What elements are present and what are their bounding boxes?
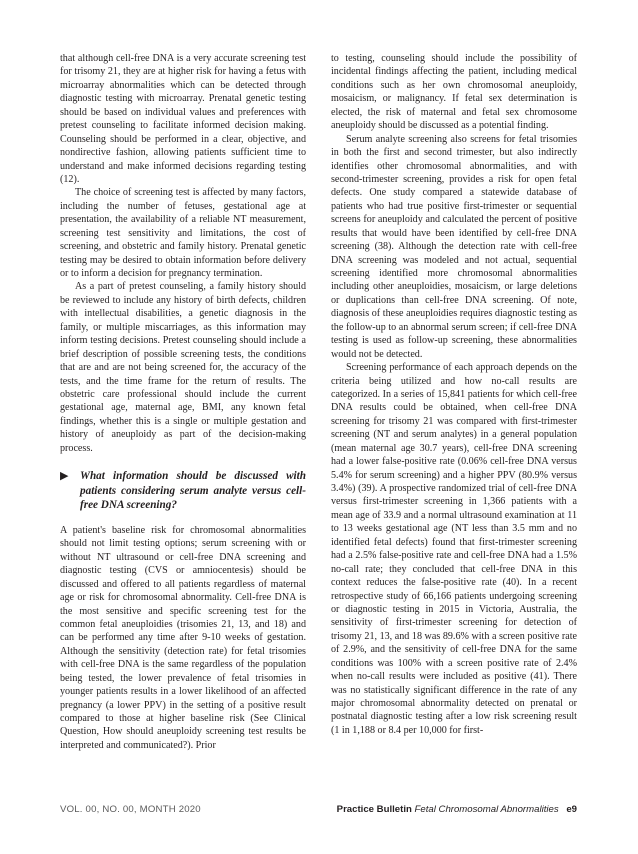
footer-series: Practice Bulletin [336,804,415,815]
body-paragraph: The choice of screening test is affected by many factors, including the number of fetuses, gestational age at presentation, the availability of a reliable NT measurement, screening test sensitivity and limitations, the cost of screening, and obstetric and family history. Prenatal genetic testing may be desired to obtain information before delivery or to inform a decision for pregnancy termination. [60,187,306,279]
page-number: e9 [566,804,577,815]
triangle-arrow-icon: ▶ [60,470,69,483]
body-paragraph: Serum analyte screening also screens for fetal trisomies in both the first and second trimester, but also indirectly identifies other chromosomal abnormalities, and with second-trimester screening, provides a risk for open fetal defects. One study compared a statewide database of patients who had true positive first-trimester or sequential screens for aneuploidy and calculated the percent of positive results that would have been identified by cell-free DNA screening (38). Although the detection rate with cell-free DNA screening was modeled and not actual, sequential screening identified more chromosomal abnormalities including other aneuploidies, mosaicism, or large deletions or duplications than cell-free DNA screening. Of note, diagnosis of these aneuploidies requires diagnostic testing as the follow-up to an abnormal serum screen; if cell-free DNA testing is used as follow-up screening, these abnormalities would not be detected. [331,133,577,360]
body-paragraph: As a part of pretest counseling, a family history should be reviewed to include any history of birth defects, children with intellectual disabilities, a genetic diagnosis in the family, or multiple miscarriages, as this information may inform testing decisions. Pretest counseling should include a brief description of possible screening tests, the conditions that are and are not being screened for, the accuracy of the tests, and the time frame for the return of results. The obstetric care professional should include the current gestational age, maternal age, BMI, any known fetal findings, whether this is a single or multiple gestation and history of aneuploidy as part of the decision-making process. [60,281,306,454]
left-column [60,52,306,752]
footer-title: Fetal Chromosomal Abnormalities [414,804,559,815]
footer-volume: VOL. 00, NO. 00, MONTH 2020 [60,804,201,815]
body-paragraph: that although cell-free DNA is a very accurate screening test for trisomy 21, they are at higher risk for having a fetus with microarray abnormalities which can be detected through diagnostic testing with microarray. Prenatal genetic testing should be based on individual values and preferences with pretest counseling to facilitate informed decision making. Counseling should be performed in a clear, objective, and nondirective fashion, allowing patients sufficient time to understand and make informed decisions regarding testing (12). [60,53,306,185]
clinical-question [60,469,306,513]
page-footer [60,804,577,818]
question-heading: What information should be discussed with patients considering serum analyte versus cell-free DNA screening? [80,470,306,512]
body-paragraph: A patient's baseline risk for chromosomal abnormalities should not limit testing options; serum screening with or without NT ultrasound or cell-free DNA screening and diagnostic testing (CVS or amniocentesis) should be discussed and offered to all patients regardless of maternal age or risk for chromosomal abnormality. Cell-free DNA is the most sensitive and specific screening test for the common fetal aneuploidies (trisomies 21, 13, and 18) and can be performed any time after 9-10 weeks of gestation. Although the sensitivity (detection rate) for fetal trisomies with cell-free DNA is the same regardless of the population being tested, the lower prevalence of fetal trisomies in younger patients results in a lower likelihood of an affected pregnancy (a lower PPV) in the setting of a positive result compared to those at higher baseline risk (See Clinical Question, How should aneuploidy screening test results be interpreted and communicated?). Prior [60,524,306,751]
right-column [331,52,577,737]
footer-running-title [337,804,577,815]
body-paragraph: Screening performance of each approach depends on the criteria being utilized and how no-call results are categorized. In a series of 15,841 patients for which cell-free DNA results could be obtained, when cell-free DNA screening for trisomy 21 was compared with first-trimester screening (NT and serum analytes) in a general population (mean maternal age 30.7 years), cell-free DNA screening had a lower false-positive rate (0.06% cell-free DNA versus 5.4% for serum screening) and a higher PPV (80.9% versus 3.4%) (39). A prospective randomized trial of cell-free DNA versus first-trimester screening in 1,366 patients with a mean age of 33.9 and a normal ultrasound examination at 11 to 13 weeks gestational age (NT less than 3.5 mm and no identified fetal defects) found that first-trimester screening had a 2.5% false-positive rate and cell-free DNA had a 1.5% no-call rate; they concluded that cell-free DNA in this context reduces the false-positive rate (40). In a recent retrospective study of 66,166 patients undergoing screening or diagnostic testing in 2015 in Victoria, Australia, the sensitivity of first-trimester screening for detection of trisomy 21, 13, and 18 was 89.6% with a screen positive rate of 2.9%, and the sensitivity of cell-free DNA for the same conditions was 100% with a screen positive rate of 2.4% when no-call results were included as positive (41). There was no statistically significant difference in the rate of any major chromosomal abnormality detected on prenatal or postnatal diagnostic testing after a low risk screening result (1 in 1,188 or 8.4 per 10,000 for first- [331,362,577,736]
body-paragraph: to testing, counseling should include the possibility of incidental findings affecting the patient, including medical conditions such as her own chromosomal aneuploidy, mosaicism, or malignancy. If fetal sex determination is elected, the risk of maternal and fetal sex chromosome aneuploidy should be discussed as a potential finding. [331,53,577,132]
